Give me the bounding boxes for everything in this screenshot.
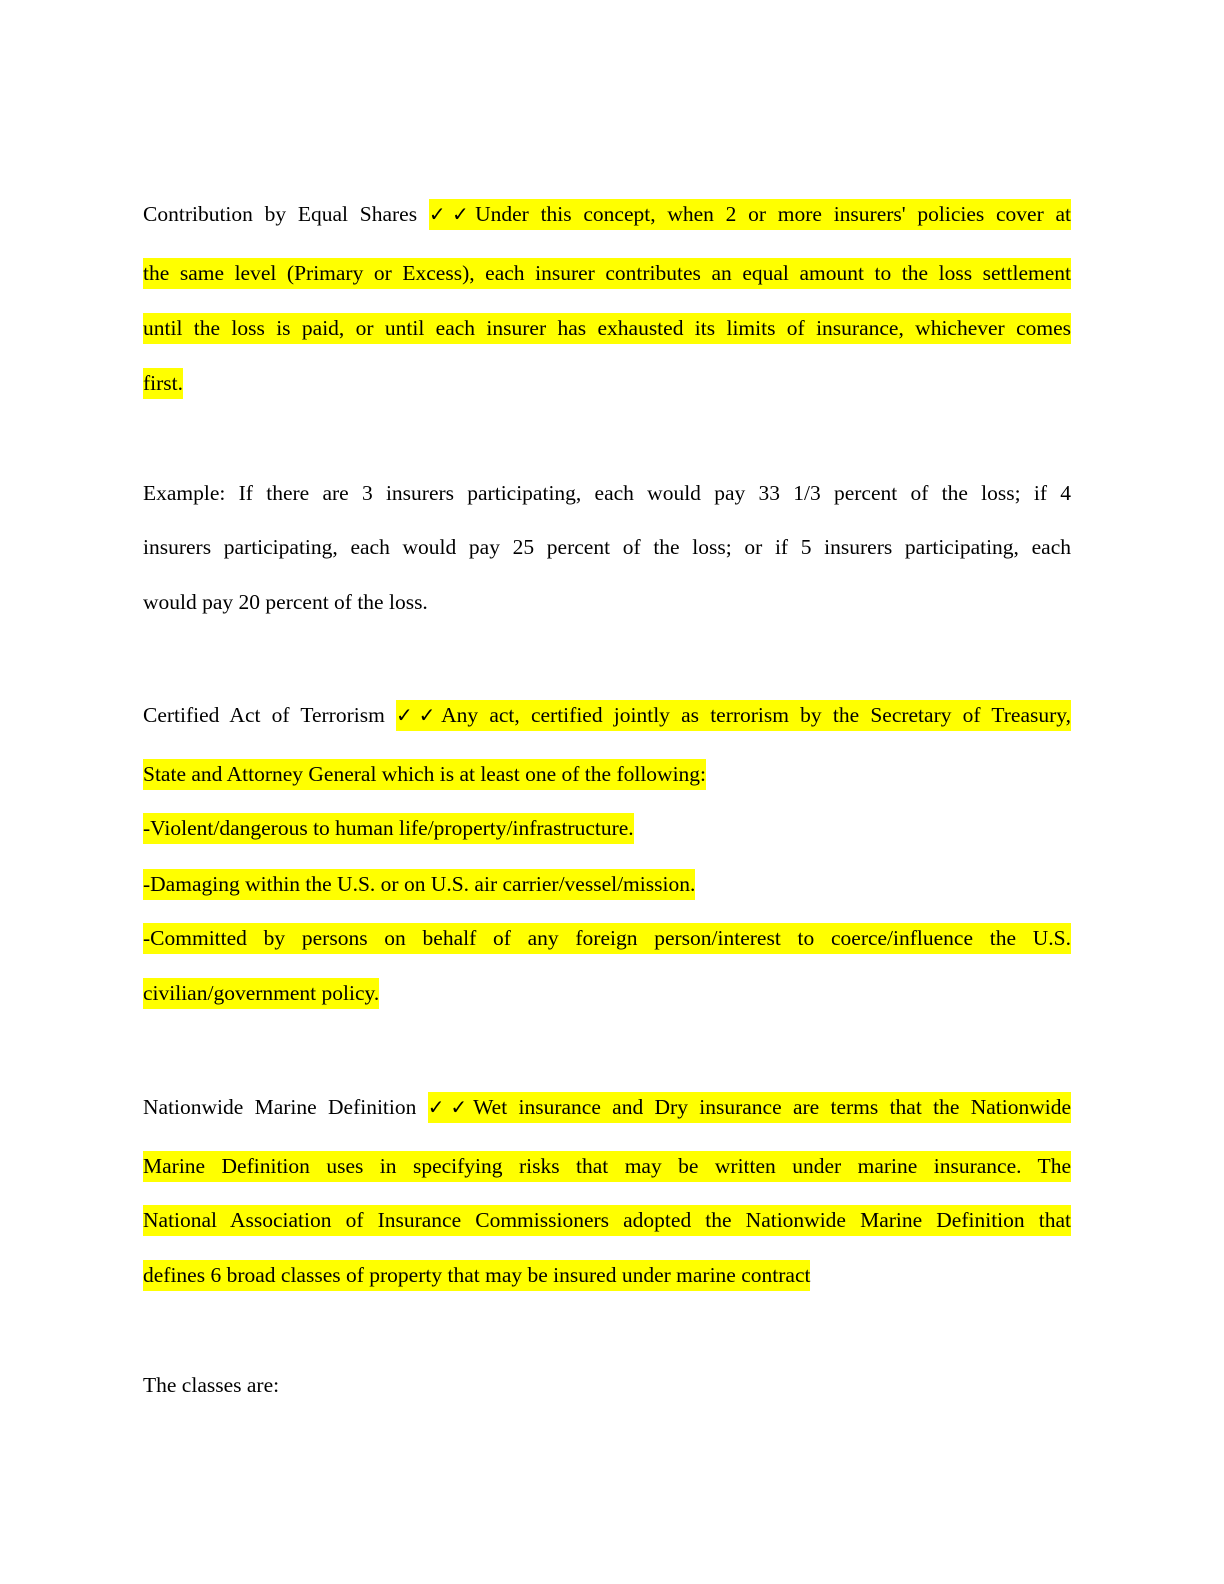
term-contribution-by-equal-shares: Contribution by Equal Shares <box>143 202 418 226</box>
definition-text: first. <box>143 368 183 399</box>
entry-marine-line-3 <box>143 1203 1071 1237</box>
entry-terrorism-line-1 <box>143 698 1071 732</box>
definition-text: Under this concept, when 2 or more insurers' policies cover at <box>475 202 1071 226</box>
entry-terrorism-line-6 <box>143 976 1071 1010</box>
term-certified-act-of-terrorism: Certified Act of Terrorism <box>143 703 385 727</box>
example-line-3 <box>143 585 1071 619</box>
entry-marine-line-4 <box>143 1258 1071 1292</box>
example-text: insurers participating, each would pay 25 percent of the loss; or if 5 insurers participating, each <box>143 535 1071 559</box>
definition-text: Marine Definition uses in specifying risks that may be written under marine insurance. The <box>143 1151 1071 1182</box>
entry-terrorism-line-4 <box>143 867 1071 901</box>
entry-marine-line-2 <box>143 1149 1071 1183</box>
classes-text: The classes are: <box>143 1373 280 1397</box>
definition-text: defines 6 broad classes of property that may be insured under marine contract <box>143 1260 810 1291</box>
definition-text: the same level (Primary or Excess), each insurer contributes an equal amount to the loss settlement <box>143 258 1071 289</box>
definition-text: Wet insurance and Dry insurance are terms that the Nationwide <box>473 1095 1072 1119</box>
entry-terrorism-line-5 <box>143 921 1071 955</box>
definition-text: Any act, certified jointly as terrorism by the Secretary of Treasury, <box>441 703 1072 727</box>
example-line-1 <box>143 476 1071 510</box>
definition-text: -Committed by persons on behalf of any foreign person/interest to coerce/influence the U.S. <box>143 923 1071 954</box>
definition-text: until the loss is paid, or until each insurer has exhausted its limits of insurance, whichever comes <box>143 313 1071 344</box>
example-text: Example: If there are 3 insurers participating, each would pay 33 1/3 percent of the loss; if 4 <box>143 481 1071 505</box>
definition-text: civilian/government policy. <box>143 978 379 1009</box>
example-text: would pay 20 percent of the loss. <box>143 590 428 614</box>
double-check-icon: ✓✓ <box>396 703 442 727</box>
definition-text: -Violent/dangerous to human life/property/infrastructure. <box>143 813 634 844</box>
definition-text: State and Attorney General which is at least one of the following: <box>143 759 706 790</box>
term-nationwide-marine-definition: Nationwide Marine Definition <box>143 1095 417 1119</box>
entry-contribution-line-4 <box>143 366 1071 400</box>
entry-contribution-line-3 <box>143 311 1071 345</box>
example-line-2 <box>143 530 1071 564</box>
entry-terrorism-line-2 <box>143 757 1071 791</box>
entry-contribution-line-2 <box>143 256 1071 290</box>
entry-contribution-line-1 <box>143 197 1071 231</box>
entry-terrorism-line-3 <box>143 811 1071 845</box>
classes-heading <box>143 1368 1071 1402</box>
definition-text: -Damaging within the U.S. or on U.S. air carrier/vessel/mission. <box>143 869 695 900</box>
definition-text: National Association of Insurance Commissioners adopted the Nationwide Marine Definition that <box>143 1205 1071 1236</box>
double-check-icon: ✓✓ <box>428 202 476 226</box>
double-check-icon: ✓✓ <box>427 1095 474 1119</box>
entry-marine-line-1 <box>143 1090 1071 1124</box>
